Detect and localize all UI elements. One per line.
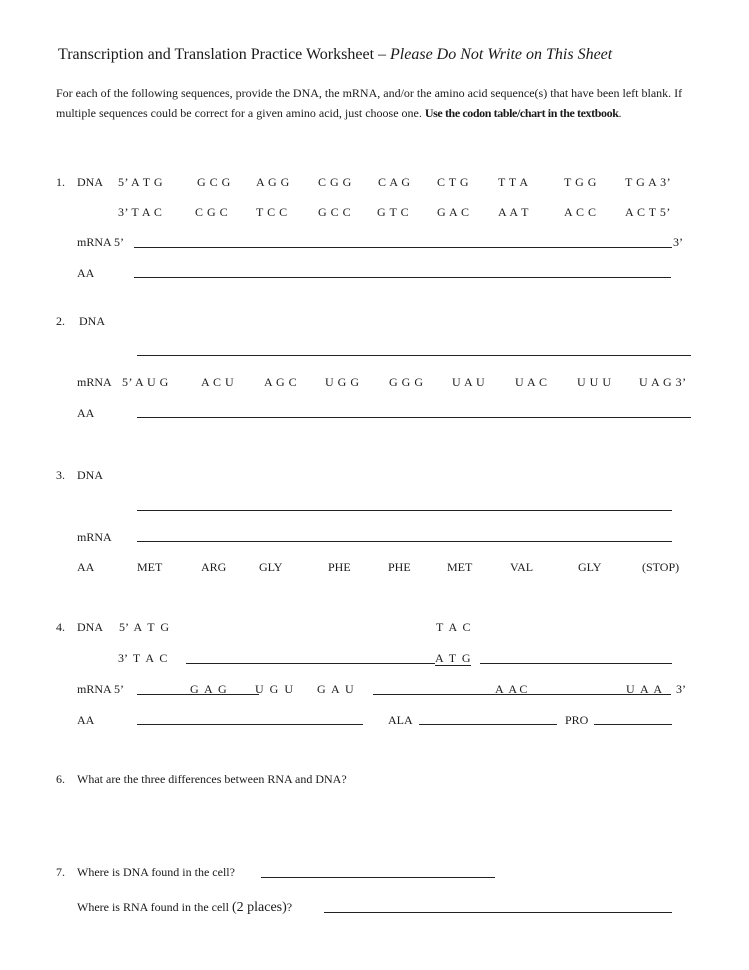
q7-answer-line-a[interactable] bbox=[261, 877, 495, 878]
q2-mrna-codon: U A C bbox=[515, 375, 548, 389]
q4-aa-line-1[interactable] bbox=[137, 724, 363, 725]
q3-amino-acid: (STOP) bbox=[642, 560, 680, 574]
q7-question-b-places: (2 places) bbox=[231, 900, 287, 915]
q1-dna-bottom-codon: A C T 5’ bbox=[625, 205, 671, 219]
q1-dna-bottom-codon: T C C bbox=[256, 205, 288, 219]
title-main: Transcription and Translation Practice Worksheet – bbox=[58, 46, 391, 63]
q1-dna-top-codon: C T G bbox=[437, 175, 470, 189]
q3-amino-acid: PHE bbox=[388, 560, 411, 574]
q4-aa-ala: ALA bbox=[388, 713, 413, 727]
q3-amino-acid: GLY bbox=[578, 560, 602, 574]
q4-mrna-aac: A A C bbox=[495, 682, 528, 696]
q7-number: 7. bbox=[56, 865, 65, 879]
q2-mrna-label: mRNA bbox=[77, 375, 112, 389]
q1-dna-top-codon: G C G bbox=[197, 175, 231, 189]
q2-mrna-codon: U A U bbox=[452, 375, 486, 389]
q4-aa-pro: PRO bbox=[565, 713, 589, 727]
q4-mrna-label: mRNA 5’ bbox=[77, 682, 125, 696]
q2-mrna-codon: U U U bbox=[577, 375, 612, 389]
q7-question-b bbox=[77, 900, 292, 915]
q2-mrna-codon: A C U bbox=[201, 375, 235, 389]
q1-dna-bottom-codon: A C C bbox=[564, 205, 597, 219]
q1-dna-top-codon: C A G bbox=[378, 175, 411, 189]
q4-dna-bottom-start: 3’ T A C bbox=[118, 651, 168, 665]
title-italic: Please Do Not Write on This Sheet bbox=[390, 46, 613, 63]
q1-mrna-end: 3’ bbox=[673, 235, 683, 249]
q4-dna-top-mid: T A C bbox=[436, 620, 471, 634]
q1-dna-bottom-codon: A A T bbox=[498, 205, 529, 219]
q4-mrna-end: 3’ bbox=[676, 682, 686, 696]
q2-mrna-codon: G G G bbox=[389, 375, 424, 389]
q1-dna-label: DNA bbox=[77, 175, 103, 189]
q3-mrna-answer-line[interactable] bbox=[137, 541, 672, 542]
q4-dna-bottom-mid: A T G bbox=[435, 651, 471, 665]
instructions-text: For each of the following sequences, provide the DNA, the mRNA, and/or the amino acid sequence(s) that have been left blank. If multiple sequences could be correct for a given amino acid, just choose one. bbox=[56, 86, 683, 120]
q3-amino-acid: MET bbox=[447, 560, 473, 574]
q4-mrna-gau: G A U bbox=[317, 682, 354, 696]
q7-question-b-end: ? bbox=[286, 900, 293, 914]
q1-mrna-answer-line[interactable] bbox=[134, 247, 672, 248]
q7-answer-line-b[interactable] bbox=[324, 912, 672, 913]
q1-dna-top-codon: 5’ A T G bbox=[118, 175, 164, 189]
q1-aa-answer-line[interactable] bbox=[134, 277, 671, 278]
q3-amino-acid: MET bbox=[137, 560, 163, 574]
q2-dna-label: DNA bbox=[79, 314, 105, 328]
q1-dna-bottom-codon: 3’ T A C bbox=[118, 205, 163, 219]
q1-dna-bottom-codon: G A C bbox=[437, 205, 470, 219]
q4-aa-label: AA bbox=[77, 713, 95, 727]
q3-aa-label: AA bbox=[77, 560, 95, 574]
page-title bbox=[58, 45, 612, 65]
q3-number: 3. bbox=[56, 468, 65, 482]
q1-dna-top-codon: T T A bbox=[498, 175, 529, 189]
q2-aa-answer-line[interactable] bbox=[137, 417, 691, 418]
q2-aa-label: AA bbox=[77, 406, 95, 420]
q4-mrna-gag: G A G bbox=[190, 682, 227, 696]
q4-dna-top-start: 5’ A T G bbox=[119, 620, 170, 634]
q3-mrna-label: mRNA bbox=[77, 530, 112, 544]
q4-mrna-uaa: U A A bbox=[626, 682, 663, 696]
q3-amino-acid: PHE bbox=[328, 560, 351, 574]
q3-amino-acid: ARG bbox=[201, 560, 227, 574]
q1-dna-top-codon: C G G bbox=[318, 175, 352, 189]
q4-aa-line-3[interactable] bbox=[594, 724, 672, 725]
q4-aa-line-2[interactable] bbox=[419, 724, 557, 725]
instructions-end: . bbox=[618, 106, 622, 120]
q1-dna-bottom-codon: G T C bbox=[377, 205, 410, 219]
q6-number: 6. bbox=[56, 772, 65, 786]
q1-dna-bottom-codon: G C C bbox=[318, 205, 352, 219]
instructions-bold: Use the codon table/chart in the textbook bbox=[424, 106, 619, 120]
q2-number: 2. bbox=[56, 314, 65, 328]
q4-dna-label: DNA bbox=[77, 620, 103, 634]
q4-dna-bottom-line-1[interactable] bbox=[186, 663, 435, 664]
q6-question: What are the three differences between RNA and DNA? bbox=[77, 772, 347, 786]
q2-mrna-codon: U A G 3’ bbox=[639, 375, 687, 389]
q7-question-a: Where is DNA found in the cell? bbox=[77, 865, 235, 879]
q1-aa-label: AA bbox=[77, 266, 95, 280]
q2-mrna-codon: A G C bbox=[264, 375, 298, 389]
instructions bbox=[56, 83, 696, 123]
q1-dna-bottom-codon: C G C bbox=[195, 205, 229, 219]
q3-amino-acid: VAL bbox=[510, 560, 534, 574]
q1-dna-top-codon: A G G bbox=[256, 175, 290, 189]
q4-number: 4. bbox=[56, 620, 65, 634]
q7-question-b-text: Where is RNA found in the cell bbox=[77, 900, 232, 914]
q1-number: 1. bbox=[56, 175, 65, 189]
q2-mrna-codon: 5’ A U G bbox=[122, 375, 169, 389]
q1-dna-top-codon: T G A 3’ bbox=[625, 175, 672, 189]
q2-mrna-codon: U G G bbox=[325, 375, 360, 389]
q3-dna-label: DNA bbox=[77, 468, 103, 482]
q4-dna-bottom-line-2[interactable] bbox=[480, 663, 672, 664]
q1-mrna-label: mRNA 5’ bbox=[77, 235, 125, 249]
q3-amino-acid: GLY bbox=[259, 560, 283, 574]
q3-dna-answer-line[interactable] bbox=[137, 510, 672, 511]
q2-dna-answer-line[interactable] bbox=[137, 355, 691, 356]
q4-mrna-ugu: U G U bbox=[255, 682, 293, 696]
q1-dna-top-codon: T G G bbox=[564, 175, 597, 189]
